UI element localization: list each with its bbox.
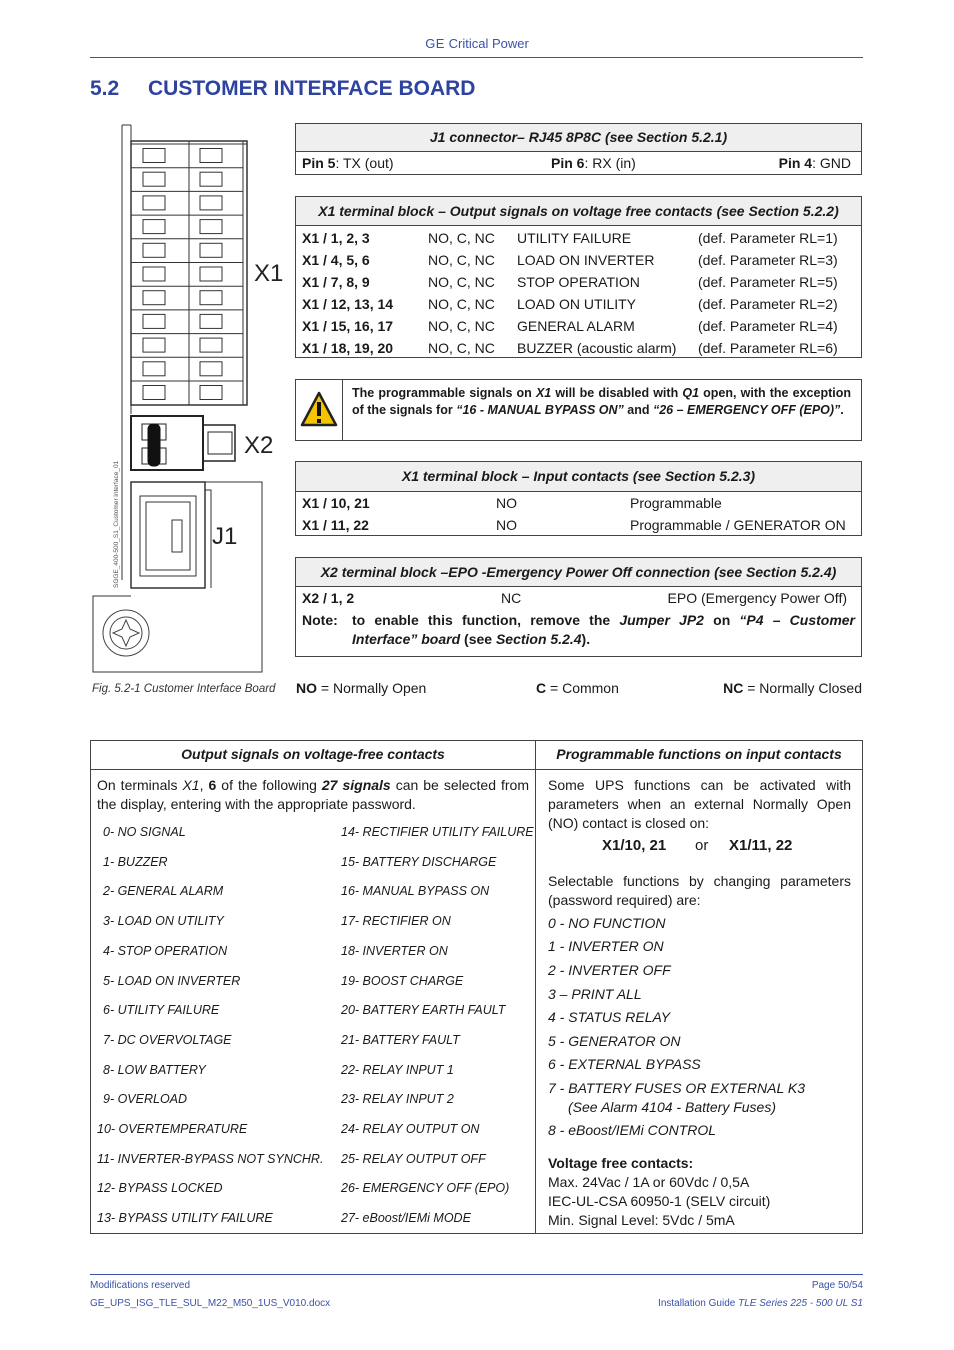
selectable-text: Selectable functions by changing parameters (password required) are: xyxy=(548,873,851,908)
x1-output-param: (def. Parameter RL=3) xyxy=(698,252,838,268)
legend-nc: NC = Normally Closed xyxy=(723,680,862,696)
x2-row xyxy=(296,587,861,611)
warning-text: The programmable signals on X1 will be disabled with Q1 open, with the exception of the signals for “16 - MANUAL BYPASS ON” and “26 – EMERGENCY OFF (EPO)”. xyxy=(352,386,851,417)
signal-item: 10- OVERTEMPERATURE xyxy=(97,1122,248,1136)
x1-input-row xyxy=(296,492,861,514)
section-title xyxy=(90,77,475,101)
warning-triangle-icon xyxy=(296,380,342,440)
signal-item: 25- RELAY OUTPUT OFF xyxy=(341,1151,486,1166)
x1-output-param: (def. Parameter RL=4) xyxy=(698,318,838,334)
signal-item: 23- RELAY INPUT 2 xyxy=(341,1092,454,1107)
section-title-text: CUSTOMER INTERFACE BOARD xyxy=(148,77,476,100)
terminal-screw xyxy=(200,267,222,281)
footer-guide: Installation Guide TLE Series 225 - 500 UL S1 xyxy=(658,1298,863,1309)
j1-connector-box xyxy=(295,123,862,175)
x1-output-param: (def. Parameter RL=5) xyxy=(698,274,838,290)
left-intro: On terminals X1, 6 of the following 27 signals can be selected from the display, entering with the appropriate password. xyxy=(97,777,529,812)
signal-item: 2- GENERAL ALARM xyxy=(103,884,224,899)
x1-output-term: X1 / 7, 8, 9 xyxy=(302,274,370,290)
signal-item: 19- BOOST CHARGE xyxy=(341,973,464,988)
input-function-item: (See Alarm 4104 - Battery Fuses) xyxy=(568,1099,777,1115)
input-function-item: 0 - NO FUNCTION xyxy=(548,915,666,931)
contact-b: X1/11, 22 xyxy=(729,837,793,854)
signal-item: 7- DC OVERVOLTAGE xyxy=(103,1032,232,1047)
input-function-item: 7 - BATTERY FUSES OR EXTERNAL K3 xyxy=(548,1080,805,1096)
terminal-screw xyxy=(200,386,222,400)
x1-input-title: X1 terminal block – Input contacts (see Section 5.2.3) xyxy=(296,462,861,492)
warning-box xyxy=(295,379,862,441)
x1-label: X1 xyxy=(254,260,284,287)
signal-item: 24- RELAY OUTPUT ON xyxy=(341,1122,480,1136)
x1-output-param: (def. Parameter RL=6) xyxy=(698,340,838,356)
x1-output-contacts: NO, C, NC xyxy=(428,318,495,334)
footer-modifications: Modifications reserved xyxy=(90,1280,191,1291)
x1-input-contact: NO xyxy=(496,517,517,533)
terminal-screw xyxy=(200,338,222,352)
signal-item: 12- BYPASS LOCKED xyxy=(97,1181,223,1196)
signal-item: 14- RECTIFIER UTILITY FAILURE xyxy=(341,825,534,839)
x1-output-row xyxy=(296,293,861,315)
j1-pin5: Pin 5: TX (out) xyxy=(302,155,394,171)
input-function-item: 8 - eBoost/IEMi CONTROL xyxy=(548,1122,717,1138)
figure-caption: Fig. 5.2-1 Customer Interface Board xyxy=(92,683,276,695)
j1-label: J1 xyxy=(212,523,238,550)
x1-output-contacts: NO, C, NC xyxy=(428,340,495,356)
terminal-screw xyxy=(200,220,222,234)
mounting-hole-icon xyxy=(103,610,149,656)
signal-item: 13- BYPASS UTILITY FAILURE xyxy=(97,1211,273,1226)
customer-interface-board-figure xyxy=(88,120,288,680)
signal-item: 1- BUZZER xyxy=(103,854,168,869)
section-number: 5.2 xyxy=(90,77,120,100)
right-column-header: Programmable functions on input contacts xyxy=(556,746,842,762)
x1-input-term: X1 / 10, 21 xyxy=(302,495,370,511)
x1-output-contacts: NO, C, NC xyxy=(428,296,495,312)
terminal-screw xyxy=(200,172,222,186)
x1-input-function: Programmable / GENERATOR ON xyxy=(630,517,846,533)
terminal-screw xyxy=(143,362,165,376)
x1-input-term: X1 / 11, 22 xyxy=(302,517,369,533)
footer-divider xyxy=(90,1274,863,1275)
x2-contact: NC xyxy=(501,590,522,606)
x1-output-signal: BUZZER (acoustic alarm) xyxy=(517,340,677,356)
signal-item: 5- LOAD ON INVERTER xyxy=(103,973,241,988)
input-function-item: 5 - GENERATOR ON xyxy=(548,1033,681,1049)
j1-pin4: Pin 4: GND xyxy=(778,155,851,171)
x2-box-title: X2 terminal block –EPO -Emergency Power Off connection (see Section 5.2.4) xyxy=(296,558,861,587)
x1-output-contacts: NO, C, NC xyxy=(428,230,495,246)
terminal-screw xyxy=(143,338,165,352)
vfc-line: IEC-UL-CSA 60950-1 (SELV circuit) xyxy=(548,1193,771,1209)
x1-output-contacts: NO, C, NC xyxy=(428,274,495,290)
terminal-screw xyxy=(200,196,222,210)
x2-box xyxy=(295,557,862,657)
input-function-item: 1 - INVERTER ON xyxy=(548,938,664,954)
x2-function: EPO (Emergency Power Off) xyxy=(667,590,847,606)
input-function-item: 3 – PRINT ALL xyxy=(548,986,642,1002)
contact-a: X1/10, 21 xyxy=(602,837,667,854)
signal-item: 3- LOAD ON UTILITY xyxy=(103,914,224,929)
j1-pins-row xyxy=(296,152,861,174)
terminal-screw xyxy=(143,243,165,257)
vfc-line: Max. 24Vac / 1A or 60Vdc / 0,5A xyxy=(548,1174,750,1190)
ge-logo: GE xyxy=(425,36,445,51)
x1-output-signal: GENERAL ALARM xyxy=(517,318,635,334)
terminal-screw xyxy=(143,149,165,163)
x2-connector xyxy=(131,416,235,470)
legend-c: C = Common xyxy=(536,680,619,696)
x2-note-label: Note: xyxy=(302,612,338,628)
terminal-screw xyxy=(143,172,165,186)
signal-item: 27- eBoost/IEMi MODE xyxy=(341,1211,471,1226)
footer-page: Page 50/54 xyxy=(811,1280,863,1291)
j1-box-title: J1 connector– RJ45 8P8C (see Section 5.2.1) xyxy=(296,124,861,152)
figure-code: SGGE_400-500_S1_Customer interface_01 xyxy=(113,460,120,588)
x1-output-signal: LOAD ON INVERTER xyxy=(517,252,655,268)
footer-filename: GE_UPS_ISG_TLE_SUL_M22_M50_1US_V010.docx xyxy=(90,1298,331,1309)
signals-table xyxy=(90,740,863,1234)
signal-item: 18- INVERTER ON xyxy=(341,943,448,958)
signal-item: 16- MANUAL BYPASS ON xyxy=(341,884,490,899)
terminal-screw xyxy=(143,196,165,210)
terminal-screw xyxy=(200,149,222,163)
vfc-line: Min. Signal Level: 5Vdc / 5mA xyxy=(548,1212,735,1228)
x2-term: X2 / 1, 2 xyxy=(302,590,355,606)
x1-input-box xyxy=(295,461,862,536)
x1-output-row xyxy=(296,249,861,271)
warning-icon-cell xyxy=(296,380,343,440)
x1-output-row xyxy=(296,271,861,293)
signal-item: 0- NO SIGNAL xyxy=(103,825,186,839)
signal-item: 17- RECTIFIER ON xyxy=(341,914,451,929)
x1-output-signal: UTILITY FAILURE xyxy=(517,230,632,246)
input-function-item: 6 - EXTERNAL BYPASS xyxy=(548,1056,701,1072)
x1-input-row xyxy=(296,514,861,536)
contact-or: or xyxy=(695,837,709,854)
terminal-screw xyxy=(200,314,222,328)
signal-item: 22- RELAY INPUT 1 xyxy=(341,1062,454,1077)
signal-item: 11- INVERTER-BYPASS NOT SYNCHR. xyxy=(97,1151,324,1166)
terminal-screw xyxy=(143,314,165,328)
signal-item: 4- STOP OPERATION xyxy=(103,943,228,958)
terminal-screw xyxy=(143,220,165,234)
terminal-screw xyxy=(143,267,165,281)
x1-output-row xyxy=(296,227,861,249)
terminal-screw xyxy=(200,362,222,376)
header-divider xyxy=(90,57,863,58)
x1-output-term: X1 / 15, 16, 17 xyxy=(302,318,394,334)
x1-output-term: X1 / 4, 5, 6 xyxy=(302,252,370,268)
x1-output-contacts: NO, C, NC xyxy=(428,252,495,268)
vfc-title: Voltage free contacts: xyxy=(548,1155,694,1171)
x1-input-rows xyxy=(296,492,861,536)
x1-output-term: X1 / 18, 19, 20 xyxy=(302,340,394,356)
input-function-item: 2 - INVERTER OFF xyxy=(548,962,671,978)
x1-output-signal: LOAD ON UTILITY xyxy=(517,296,637,312)
signal-item: 6- UTILITY FAILURE xyxy=(103,1003,220,1018)
x1-output-row xyxy=(296,337,861,359)
x1-output-param: (def. Parameter RL=1) xyxy=(698,230,838,246)
x2-note-text: to enable this function, remove the Jumper JP2 on “P4 – Customer Interface” board (see Section 5.2.4). xyxy=(352,612,855,647)
x1-input-contact: NO xyxy=(496,495,517,511)
signal-item: 21- BATTERY FAULT xyxy=(341,1032,460,1047)
legend-no: NO = Normally Open xyxy=(296,680,427,696)
x1-input-function: Programmable xyxy=(630,495,722,511)
signal-item: 8- LOW BATTERY xyxy=(103,1062,206,1077)
x2-label: X2 xyxy=(244,432,274,459)
signal-item: 9- OVERLOAD xyxy=(103,1092,188,1107)
signal-item: 15- BATTERY DISCHARGE xyxy=(341,854,497,869)
terminal-screw xyxy=(143,291,165,305)
x2-note xyxy=(296,611,861,649)
terminal-screw xyxy=(200,291,222,305)
signal-item: 20- BATTERY EARTH FAULT xyxy=(341,1003,506,1018)
left-column-header: Output signals on voltage-free contacts xyxy=(181,746,445,762)
jumper-jp2 xyxy=(148,424,160,466)
signal-item: 26- EMERGENCY OFF (EPO) xyxy=(341,1181,510,1196)
terminal-screw xyxy=(143,386,165,400)
x1-terminals xyxy=(131,144,243,400)
x1-output-rows xyxy=(296,226,861,359)
header-brand xyxy=(0,36,954,51)
header-brand-text: Critical Power xyxy=(448,36,529,51)
x1-output-signal: STOP OPERATION xyxy=(517,274,640,290)
x1-output-param: (def. Parameter RL=2) xyxy=(698,296,838,312)
x1-output-term: X1 / 12, 13, 14 xyxy=(302,296,394,312)
x1-output-title: X1 terminal block – Output signals on voltage free contacts (see Section 5.2.2) xyxy=(296,197,861,226)
terminal-screw xyxy=(200,243,222,257)
input-function-item: 4 - STATUS RELAY xyxy=(548,1009,671,1025)
x1-output-term: X1 / 1, 2, 3 xyxy=(302,230,370,246)
x1-output-row xyxy=(296,315,861,337)
x1-output-box xyxy=(295,196,862,358)
j1-pin6: Pin 6: RX (in) xyxy=(551,155,636,171)
right-intro: Some UPS functions can be activated with parameters when an external Normally Open (NO) contact is closed on: xyxy=(548,777,851,831)
